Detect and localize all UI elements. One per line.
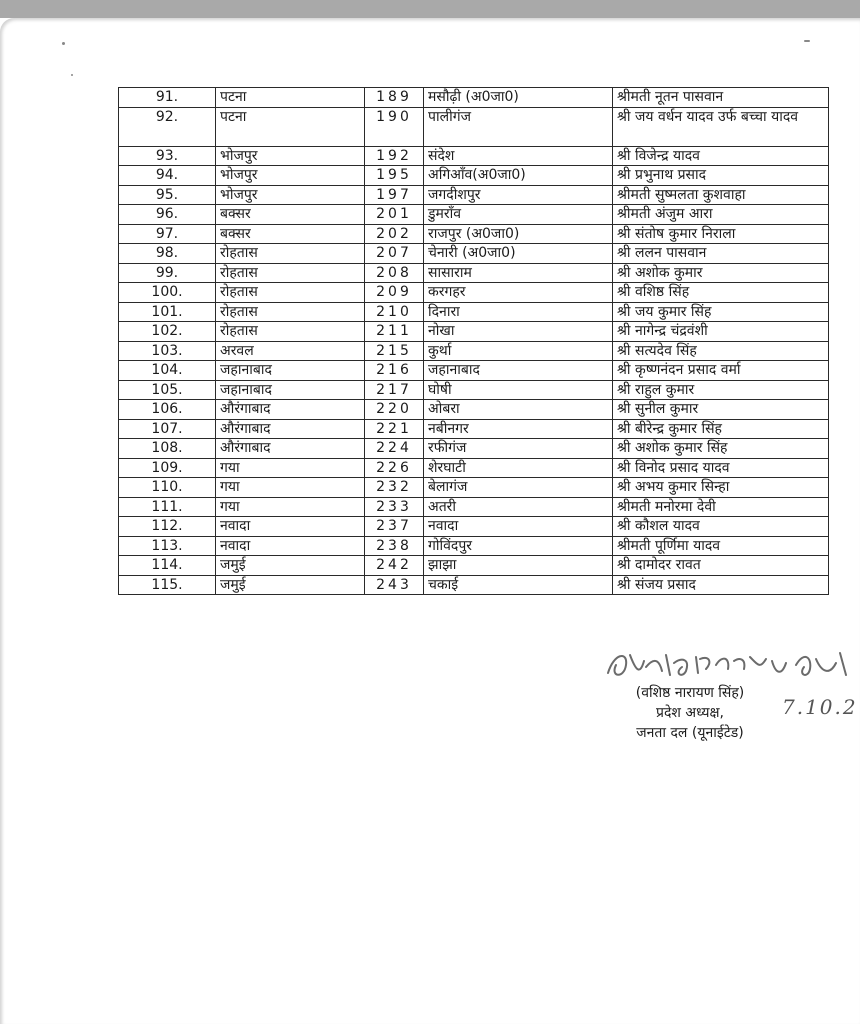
serial-number-cell: 102. <box>119 322 216 342</box>
serial-number-cell: 99. <box>119 263 216 283</box>
serial-number-cell: 110. <box>119 478 216 498</box>
constituency-name-cell: बेलागंज <box>424 478 613 498</box>
candidate-name-cell: श्री सुनील कुमार <box>613 400 829 420</box>
constituency-number-cell: 215 <box>365 341 424 361</box>
signatory-designation: प्रदेश अध्यक्ष, <box>656 705 724 721</box>
serial-number-cell: 105. <box>119 380 216 400</box>
candidate-name-cell: श्री संतोष कुमार निराला <box>613 224 829 244</box>
constituency-name-cell: मसौढ़ी (अ0जा0) <box>424 88 613 108</box>
constituency-name-cell: अगिआँव(अ0जा0) <box>424 166 613 186</box>
table-row <box>119 517 829 537</box>
candidate-name-cell: श्री वशिष्ठ सिंह <box>613 283 829 303</box>
constituency-name-cell: चकाई <box>424 575 613 595</box>
serial-number-cell: 97. <box>119 224 216 244</box>
district-cell: जमुई <box>216 556 365 576</box>
scanner-top-band <box>0 0 860 18</box>
district-cell: रोहतास <box>216 244 365 264</box>
serial-number-cell: 112. <box>119 517 216 537</box>
serial-number-cell: 111. <box>119 497 216 517</box>
serial-number-cell: 98. <box>119 244 216 264</box>
candidate-name-cell: श्री जय कुमार सिंह <box>613 302 829 322</box>
table-row <box>119 341 829 361</box>
constituency-name-cell: जगदीशपुर <box>424 185 613 205</box>
constituency-name-cell: संदेश <box>424 146 613 166</box>
district-cell: औरंगाबाद <box>216 419 365 439</box>
table-row <box>119 556 829 576</box>
serial-number-cell: 103. <box>119 341 216 361</box>
constituency-name-cell: करगहर <box>424 283 613 303</box>
signatory-name: (वशिष्ठ नारायण सिंह) <box>635 685 745 701</box>
constituency-name-cell: गोविंदपुर <box>424 536 613 556</box>
constituency-number-cell: 232 <box>365 478 424 498</box>
table-row <box>119 536 829 556</box>
constituency-name-cell: राजपुर (अ0जा0) <box>424 224 613 244</box>
constituency-number-cell: 233 <box>365 497 424 517</box>
district-cell: औरंगाबाद <box>216 439 365 459</box>
district-cell: अरवल <box>216 341 365 361</box>
table-row <box>119 400 829 420</box>
scan-speck <box>62 42 65 45</box>
district-cell: नवादा <box>216 517 365 537</box>
constituency-name-cell: रफीगंज <box>424 439 613 459</box>
district-cell: गया <box>216 478 365 498</box>
table-row <box>119 439 829 459</box>
constituency-name-cell: नवादा <box>424 517 613 537</box>
constituency-name-cell: सासाराम <box>424 263 613 283</box>
candidate-name-cell: श्री अशोक कुमार सिंह <box>613 439 829 459</box>
candidate-name-cell: श्री नागेन्द्र चंद्रवंशी <box>613 322 829 342</box>
serial-number-cell: 93. <box>119 146 216 166</box>
constituency-number-cell: 224 <box>365 439 424 459</box>
constituency-number-cell: 209 <box>365 283 424 303</box>
constituency-name-cell: अतरी <box>424 497 613 517</box>
constituency-name-cell: कुर्था <box>424 341 613 361</box>
serial-number-cell: 113. <box>119 536 216 556</box>
table-row <box>119 575 829 595</box>
constituency-name-cell: नबीनगर <box>424 419 613 439</box>
table-row <box>119 107 829 146</box>
district-cell: पटना <box>216 88 365 108</box>
constituency-number-cell: 211 <box>365 322 424 342</box>
table-row <box>119 380 829 400</box>
constituency-name-cell: नोखा <box>424 322 613 342</box>
constituency-number-cell: 217 <box>365 380 424 400</box>
district-cell: भोजपुर <box>216 166 365 186</box>
constituency-name-cell: घोषी <box>424 380 613 400</box>
table-row <box>119 283 829 303</box>
constituency-number-cell: 221 <box>365 419 424 439</box>
constituency-number-cell: 208 <box>365 263 424 283</box>
constituency-number-cell: 195 <box>365 166 424 186</box>
constituency-number-cell: 202 <box>365 224 424 244</box>
table-row <box>119 205 829 225</box>
candidate-name-cell: श्रीमती पूर्णिमा यादव <box>613 536 829 556</box>
handwritten-date: 7.10.2 <box>782 695 858 719</box>
table-row <box>119 497 829 517</box>
serial-number-cell: 104. <box>119 361 216 381</box>
candidate-name-cell: श्री राहुल कुमार <box>613 380 829 400</box>
constituency-number-cell: 226 <box>365 458 424 478</box>
serial-number-cell: 109. <box>119 458 216 478</box>
table-row <box>119 263 829 283</box>
constituency-number-cell: 242 <box>365 556 424 576</box>
serial-number-cell: 107. <box>119 419 216 439</box>
district-cell: नवादा <box>216 536 365 556</box>
signatory-organization: जनता दल (यूनाईटेड) <box>636 725 744 741</box>
candidate-name-cell: श्रीमती नूतन पासवान <box>613 88 829 108</box>
district-cell: भोजपुर <box>216 146 365 166</box>
serial-number-cell: 95. <box>119 185 216 205</box>
serial-number-cell: 115. <box>119 575 216 595</box>
table-row <box>119 419 829 439</box>
table-row <box>119 244 829 264</box>
district-cell: जमुई <box>216 575 365 595</box>
candidate-name-cell: श्रीमती अंजुम आरा <box>613 205 829 225</box>
constituency-number-cell: 237 <box>365 517 424 537</box>
constituency-name-cell: शेरघाटी <box>424 458 613 478</box>
table-row <box>119 322 829 342</box>
district-cell: रोहतास <box>216 322 365 342</box>
candidate-name-cell: श्री सत्यदेव सिंह <box>613 341 829 361</box>
candidate-table-body <box>119 88 829 595</box>
candidate-name-cell: श्री कौशल यादव <box>613 517 829 537</box>
constituency-number-cell: 216 <box>365 361 424 381</box>
candidate-name-cell: श्रीमती सुष्मलता कुशवाहा <box>613 185 829 205</box>
constituency-name-cell: ओबरा <box>424 400 613 420</box>
district-cell: रोहतास <box>216 283 365 303</box>
constituency-number-cell: 197 <box>365 185 424 205</box>
constituency-name-cell: झाझा <box>424 556 613 576</box>
constituency-number-cell: 201 <box>365 205 424 225</box>
constituency-number-cell: 220 <box>365 400 424 420</box>
district-cell: पटना <box>216 107 365 146</box>
constituency-number-cell: 238 <box>365 536 424 556</box>
scan-speck <box>804 40 810 42</box>
table-row <box>119 302 829 322</box>
candidate-name-cell: श्री अशोक कुमार <box>613 263 829 283</box>
serial-number-cell: 91. <box>119 88 216 108</box>
candidate-name-cell: श्री विनोद प्रसाद यादव <box>613 458 829 478</box>
district-cell: गया <box>216 497 365 517</box>
candidate-name-cell: श्री बीरेन्द्र कुमार सिंह <box>613 419 829 439</box>
serial-number-cell: 94. <box>119 166 216 186</box>
constituency-name-cell: चेनारी (अ0जा0) <box>424 244 613 264</box>
constituency-number-cell: 210 <box>365 302 424 322</box>
table-row <box>119 88 829 108</box>
candidate-name-cell: श्री ललन पासवान <box>613 244 829 264</box>
candidate-name-cell: श्रीमती मनोरमा देवी <box>613 497 829 517</box>
signatory-block <box>595 683 785 743</box>
candidate-name-cell: श्री विजेन्द्र यादव <box>613 146 829 166</box>
district-cell: भोजपुर <box>216 185 365 205</box>
candidate-name-cell: श्री संजय प्रसाद <box>613 575 829 595</box>
serial-number-cell: 101. <box>119 302 216 322</box>
serial-number-cell: 108. <box>119 439 216 459</box>
district-cell: जहानाबाद <box>216 380 365 400</box>
table-row <box>119 224 829 244</box>
constituency-number-cell: 189 <box>365 88 424 108</box>
serial-number-cell: 106. <box>119 400 216 420</box>
table-row <box>119 185 829 205</box>
constituency-name-cell: जहानाबाद <box>424 361 613 381</box>
constituency-number-cell: 243 <box>365 575 424 595</box>
constituency-number-cell: 207 <box>365 244 424 264</box>
constituency-name-cell: पालीगंज <box>424 107 613 146</box>
scan-speck <box>71 74 73 76</box>
district-cell: रोहतास <box>216 263 365 283</box>
serial-number-cell: 100. <box>119 283 216 303</box>
table-row <box>119 146 829 166</box>
district-cell: बक्सर <box>216 224 365 244</box>
district-cell: बक्सर <box>216 205 365 225</box>
table-row <box>119 361 829 381</box>
candidate-name-cell: श्री दामोदर रावत <box>613 556 829 576</box>
constituency-number-cell: 190 <box>365 107 424 146</box>
district-cell: जहानाबाद <box>216 361 365 381</box>
serial-number-cell: 114. <box>119 556 216 576</box>
table-row <box>119 458 829 478</box>
candidate-table <box>118 87 829 595</box>
constituency-name-cell: डुमराँव <box>424 205 613 225</box>
candidate-name-cell: श्री अभय कुमार सिन्हा <box>613 478 829 498</box>
table-row <box>119 166 829 186</box>
serial-number-cell: 96. <box>119 205 216 225</box>
district-cell: औरंगाबाद <box>216 400 365 420</box>
district-cell: गया <box>216 458 365 478</box>
candidate-name-cell: श्री जय वर्धन यादव उर्फ बच्चा यादव <box>613 107 829 146</box>
constituency-name-cell: दिनारा <box>424 302 613 322</box>
district-cell: रोहतास <box>216 302 365 322</box>
table-row <box>119 478 829 498</box>
serial-number-cell: 92. <box>119 107 216 146</box>
constituency-number-cell: 192 <box>365 146 424 166</box>
candidate-name-cell: श्री कृष्णनंदन प्रसाद वर्मा <box>613 361 829 381</box>
candidate-name-cell: श्री प्रभुनाथ प्रसाद <box>613 166 829 186</box>
